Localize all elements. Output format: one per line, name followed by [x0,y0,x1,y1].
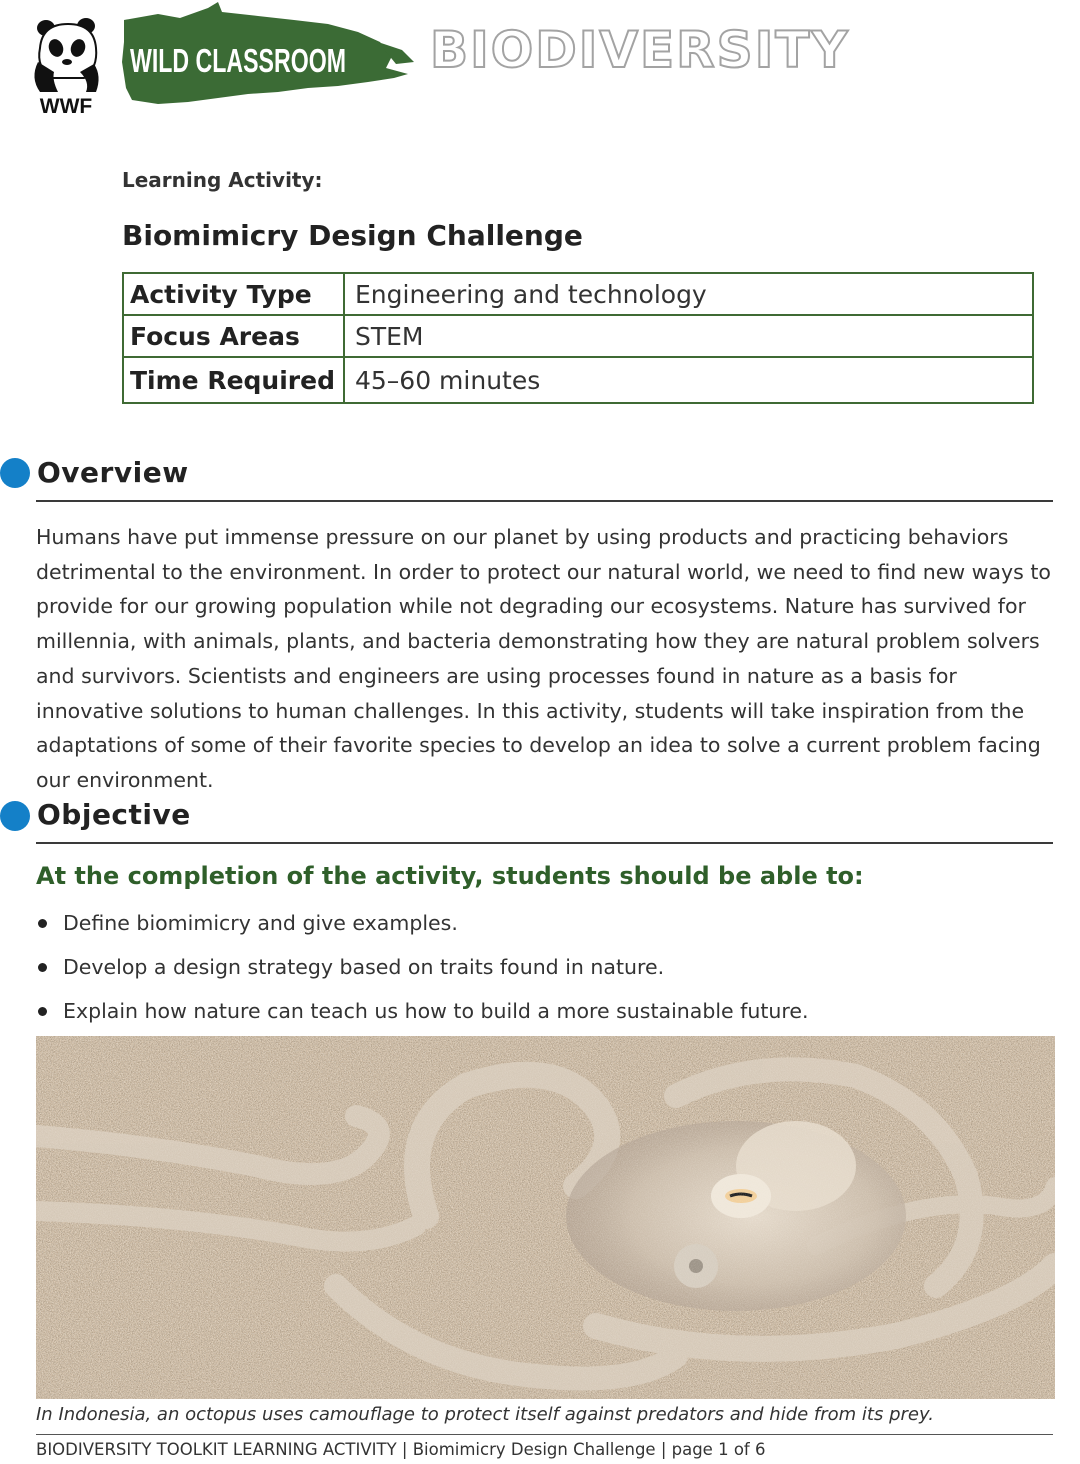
objective-heading: Objective [37,798,191,831]
info-row-time-required [123,357,1033,403]
biodiversity-brand-title: BIODIVERSITY [430,21,850,79]
info-value: STEM [344,315,1033,357]
objective-list [36,906,809,1038]
list-item: Develop a design strategy based on traits found in nature. [36,950,809,994]
wild-classroom-banner [118,2,416,110]
objective-bullet-dot [0,801,30,831]
info-key: Focus Areas [123,315,344,357]
overview-paragraph: Humans have put immense pressure on our planet by using products and practicing behaviors detrimental to the environment. In order to protect our natural world, we need to find new ways to provide for our growing population while not degrading our ecosystems. Nature has survived for millennia, with animals, plants, and bacteria demonstrating how they are natural problem solvers and survivors. Scientists and engineers are using processes found in nature as a basis for innovative solutions to human challenges. In this activity, students will take inspiration from the adaptations of some of their favorite species to develop an idea to solve a current problem facing our environment. [36,525,1051,792]
overview-heading: Overview [37,456,189,489]
bullet-icon [38,919,47,928]
svg-text:WWF: WWF [39,95,93,118]
svg-text:WILD CLASSROOM: WILD CLASSROOM [130,42,346,79]
list-item: Explain how nature can teach us how to build a more sustainable future. [36,994,809,1038]
footer-text: BIODIVERSITY TOOLKIT LEARNING ACTIVITY | Biomimicry Design Challenge | page 1 of 6 [36,1440,766,1459]
info-row-activity-type [123,273,1033,315]
info-key: Time Required [123,357,344,403]
objective-divider [36,842,1053,844]
list-item: Define biomimicry and give examples. [36,906,809,950]
info-value: 45–60 minutes [344,357,1033,403]
info-key: Activity Type [123,273,344,315]
info-value: Engineering and technology [344,273,1033,315]
photo-caption: In Indonesia, an octopus uses camouflage to protect itself against predators and hide from its prey. [36,1404,934,1425]
wwf-panda-logo [30,18,102,118]
overview-divider [36,500,1053,502]
footer-divider [36,1434,1053,1435]
objective-subheading: At the completion of the activity, students should be able to: [36,862,864,890]
overview-bullet-dot [0,458,30,488]
activity-title: Biomimicry Design Challenge [122,219,583,252]
bullet-icon [38,963,47,972]
activity-info-table [122,272,1034,404]
activity-label: Learning Activity: [122,168,323,192]
info-row-focus-areas [123,315,1033,357]
bullet-icon [38,1007,47,1016]
octopus-photo [36,1036,1055,1399]
